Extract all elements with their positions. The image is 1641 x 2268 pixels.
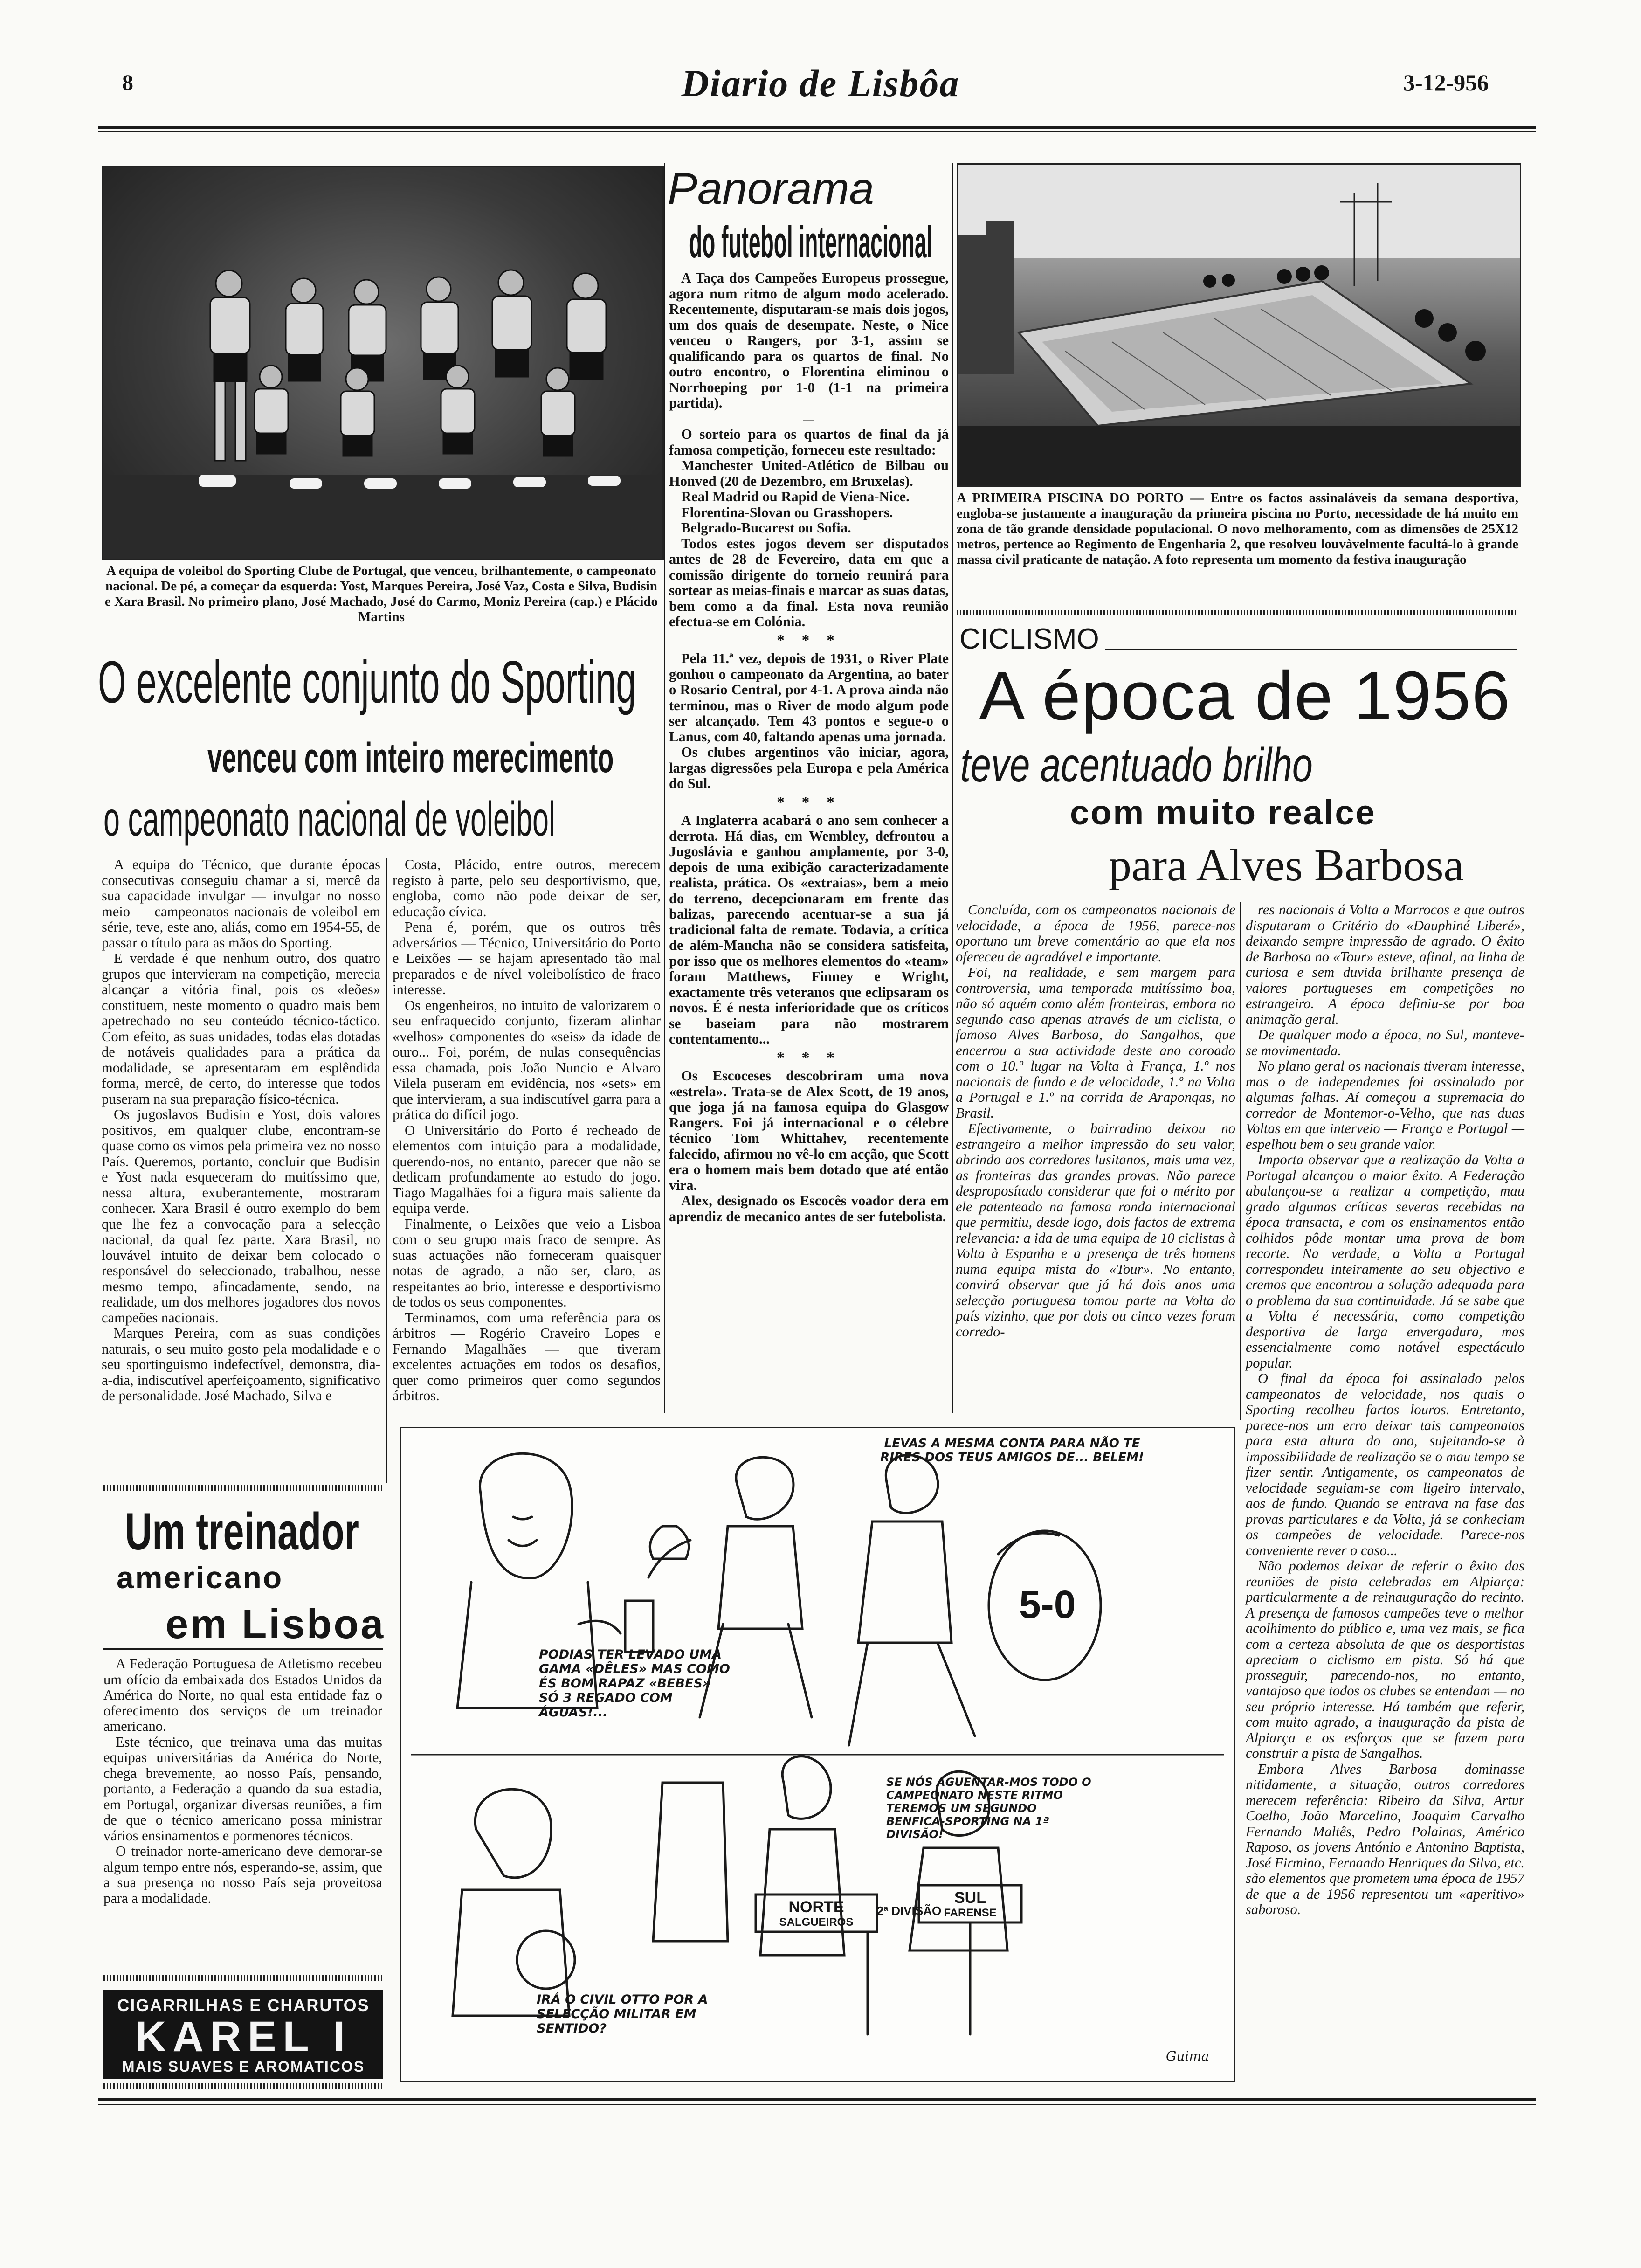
cycling-article-col2 xyxy=(1246,902,1524,1918)
cycling-section-label: CICLISMO xyxy=(959,623,1099,655)
volleyball-paragraph: Os engenheiros, no intuito de valorizarem o seu enfraquecido conjunto, fizeram alinhar «velhos» componentes do «seis» da idade de ouro... Foi, porém, de nulas consequências essa chamada, pois João Nuncio e Alvaro Vilela puseram em evidência, nos «sets» em que intervieram, a sua indiscutível garra para a prática do difícil jogo. xyxy=(393,997,661,1122)
cycling-paragraph: Efectivamente, o bairradino deixou no estrangeiro a melhor impressão do seu valor, abrindo aos corredores lusitanos, mais uma vez, as fronteiras das grandes provas. Não parece desproposítado considerar que foi o mérito por ele patenteado na famosa ronda internacional que permitiu, desde logo, dois factos de extrema relevancia: a ida de uma equipa de 10 ciclistas à Volta à Espanha e a presença de três homens numa equipa mista do «Tour». No entanto, convirá observar que já há dois anos uma selecção portuguesa tomou parte na Volta do país vizinho, que por dois ou cinco vezes foram corredo- xyxy=(956,1120,1235,1340)
cycling-paragraph: Não podemos deixar de referir o êxito das reuniões de pista celebradas em Alpiarça: particularmente a de reinauguração do recinto. A presença de famosos campeões teve o melhor acolhimento do público e, uma vez mais, se fica com a certeza absoluta de que os desportistas apreciam o ciclismo em pista. Só há que prosseguir, parecendo-nos, no entanto, vantajoso que todos os clubes se entendam — no seu próprio interesse. Há também que referir, com muito agrado, a inauguração da pista de Alpiarça e os esforços que se fazem para construir a pista de Sangalhos. xyxy=(1246,1558,1524,1761)
panorama-title: Panorama xyxy=(668,164,874,214)
karel-advert xyxy=(103,1990,383,2079)
masthead-rule xyxy=(98,126,1536,129)
volleyball-team-photo xyxy=(102,166,664,560)
cycling-paragraph: Foi, na realidade, e sem margem para controversia, uma temporada muitíssimo boa, não só aquém como além fronteiras, embora no segundo caso apenas através de um ciclista, o famoso Alves Barbosa, do Sangalhos, que encerrou a sua actividade deste ano coroado com o 10.º lugar na Volta à França, 1.º nos nacionais de fundo e de velocidade, 1.º na Volta a Portugal e 1.º na corrida de Araponqas, no Brasil. xyxy=(956,964,1235,1121)
cycling-article-col1 xyxy=(956,902,1235,1340)
cycling-paragraph: res nacionais á Volta a Marrocos e que outros disputaram o Critério do «Dauphiné Liberé», deixando sempre impressão de agrado. O êxito de Barbosa no «Tour» esteve, afinal, na linha de curiosa e sem duvida brilhante presença de valores portugueses em competições no estrangeiro. A época definiu-se por boa animação geral. xyxy=(1246,902,1524,1027)
volleyball-paragraph: Terminamos, com uma referência para os árbitros — Rogério Craveiro Lopes e Fernando Magalhães — que tiveram excelentes actuações em todos os desafios, quer como primeiros quer como segundos árbitros. xyxy=(393,1309,661,1404)
volleyball-subhead-2: o campeonato nacional de voleibol xyxy=(103,792,555,846)
panorama-paragraph: Os clubes argentinos vão iniciar, agora, largas digressões pela Europa e pela América do Sul. xyxy=(669,744,949,791)
footer-rule xyxy=(98,2098,1536,2101)
pool-photo-caption xyxy=(957,491,1518,567)
volleyball-paragraph: A equipa do Técnico, que durante épocas consecutivas conseguiu chamar a si, mercê da sua capacidade invulgar — invulgar no nosso meio — campeonatos nacionais de voleibol em série, teve, este ano, aliás, como em 1954-55, de passar o título para as mãos do Sporting. xyxy=(102,857,380,951)
newspaper-title: Diario de Lisbôa xyxy=(681,62,960,104)
cycling-paragraph: O final da época foi assinalado pelos campeonatos de velocidade, nos quais o Sporting recolheu fartos louros. Entretanto, parece-nos um erro deixar tais campeonatos para esta altura do ano, sujeitando-se à impossibilidade de realização se o mau tempo se fizer sentir. Antigamente, os campeonatos de velocidade seguiam-se com ligeiro intervalo, aos de fundo. Quando se entrava na fase das provas particulares e da Volta, já se conheciam os campeões de velocidade. Parece-nos conveniente rever o caso... xyxy=(1246,1370,1524,1558)
cycling-headline-2: teve acentuado brilho xyxy=(960,738,1313,792)
sign-farense: FARENSE xyxy=(944,1907,997,1919)
volleyball-team-image xyxy=(103,167,662,559)
cycling-paragraph: De qualquer modo a época, no Sul, manteve-se movimentada. xyxy=(1246,1027,1524,1058)
advert-top-rule xyxy=(103,1975,383,1981)
cycling-headline-3: com muito realce xyxy=(1070,793,1376,832)
sign-norte: NORTE xyxy=(788,1898,844,1916)
stars-separator: * * * xyxy=(777,631,841,649)
sign-salgueiros: SALGUEIROS xyxy=(779,1916,854,1929)
advert-line-1: CIGARRILHAS E CHARUTOS xyxy=(117,1996,370,2015)
volleyball-paragraph: O Universitário do Porto é recheado de elementos com intuição para a modalidade, querendo-nos, no entanto, parecer que não se dedicam profundamente ao estudo do jogo. Tiago Magalhães foi a figura mais saliente da equipa verde. xyxy=(393,1122,661,1216)
pool-caption-lead: A PRIMEIRA PISCINA DO PORTO xyxy=(957,491,1184,505)
column-divider xyxy=(386,858,387,1483)
panorama-paragraph: Os Escoceses descobriram uma nova «estrela». Trata-se de Alex Scott, de 19 anos, que joga já na famosa equipa do Glasgow Rangers. Foi já internacional e o célebre técnico Tom Whittahev, recentemente falecido, afirmou no vê-lo em acção, que Scott era o homem mais bem dotado que até então vira. xyxy=(669,1068,949,1193)
advert-line-2: MAIS SUAVES E AROMATICOS xyxy=(122,2058,365,2075)
volleyball-paragraph: Pena é, porém, que os outros três adversários — Técnico, Universitário do Porto e Leixões — se hajam apresentado tão mal preparados e de nível voleibolístico de fraco interesse. xyxy=(393,919,661,997)
cycling-paragraph: Concluída, com os campeonatos nacionais de velocidade, a época de 1956, parece-nos oportuno um breve comentário ao que ela nos ofereceu de agradável e importante. xyxy=(956,902,1235,965)
panorama-paragraph: A Taça dos Campeões Europeus prossegue, agora num ritmo de algum modo acelerado. Recentemente, disputaram-se mais dois jogos, um dos quais de desempate. Neste, o Nice venceu o Rangers, por 3-1, assim se qualificando para os quartos de final. No outro encontro, o Florentina eliminou o Norrhoeping por 1-0 (1-1 na primeira partida). xyxy=(669,270,949,411)
cycling-paragraph: Importa observar que a realização da Volta a Portugal alcançou o maior êxito. A Federação abalançou-se a realizar a competição, mau grado algumas críticas severas recebidas na época transacta, e com os ensinamentos então colhidos pôde montar uma prova de bom recorte. Na verdade, a Volta a Portugal correspondeu inteiramente ao seu objectivo e cremos que encontrou a solução adequada para o problema da sua continuidade. Já se sabe que a Volta é necessária, como competição desportiva de larga envergadura, mas essencialmente como notável espectáculo popular. xyxy=(1246,1152,1524,1371)
coach-paragraph: O treinador norte-americano deve demorar-se algum tempo entre nós, esperando-se, assim, que a sua presença no nosso País seja proveitosa para a modalidade. xyxy=(103,1843,382,1906)
cartoon-speech-bubble-1: LEVAS A MESMA CONTA PARA NÃO TE RIRES DOS TEUS AMIGOS DE... BELEM! xyxy=(880,1437,1144,1465)
coach-headline-3: em Lisboa xyxy=(165,1601,386,1647)
volleyball-paragraph: Finalmente, o Leixões que veio a Lisboa com o seu grupo mais fraco de sempre. As suas actuações não forneceram quaisquer notas de agrado, a não ser, claro, as respeitantes ao brio, interesse e desportivismo de todos os seus componentes. xyxy=(393,1216,661,1310)
advert-brand: KAREL I xyxy=(135,2013,352,2061)
volleyball-headline: O excelente conjunto do Sporting xyxy=(98,649,636,716)
panorama-right-rule xyxy=(952,163,953,1413)
section-label-rule xyxy=(1105,649,1517,650)
volleyball-article-col1 xyxy=(102,857,380,1404)
pool-photo xyxy=(957,163,1521,487)
panorama-paragraph: O sorteio para os quartos de final da já famosa competição, forneceu este resultado: xyxy=(669,426,949,458)
cycling-paragraph: No plano geral os nacionais tiveram interesse, mas o de independentes foi assinalado por algumas falhas. Aí começou a supremacia do corredor de Montemor-o-Velho, que nas duas Voltas em que interveio — França e Portugal — espelhou bem o seu grande valor. xyxy=(1246,1058,1524,1152)
column-divider xyxy=(1240,902,1241,1420)
panorama-paragraph: Florentina-Slovan ou Grasshopers. xyxy=(681,504,893,520)
footer-rule-thin xyxy=(98,2104,1536,2105)
coach-top-rule xyxy=(103,1485,383,1491)
cartoon-speech-bubble-3: SE NÓS AGUENTAR-MOS TODO O CAMPEONATO NESTE RITMO TEREMOS UM SEGUNDO BENFICA-SPORTING NA 1ª DIVISÃO! xyxy=(886,1776,1091,1841)
advert-bottom-rule xyxy=(103,2083,383,2089)
coach-paragraph: A Federação Portuguesa de Atletismo recebeu um ofício da embaixada dos Estados Unidos da América do Norte, no qual esta entidade faz o oferecimento dos serviços de um treinador americano. xyxy=(103,1656,382,1734)
masthead-rule-thin xyxy=(98,131,1536,132)
separator: — xyxy=(803,413,814,425)
panorama-paragraph: A Inglaterra acabará o ano sem conhecer a derrota. Há dias, em Wembley, defrontou a Jugoslávia e ganhou amplamente, por 3-0, depois de uma exibição caracterizadamente realista, prática. Os «extraias», bem a meio do terreno, decepcionaram em frente das balizas, parecendo acentuar-se a sua já tradicional falta de remate. Todavia, a crítica de além-Mancha não se considera satisfeita, por isso que os melhores elementos do «team» foram Matthews, Finney e Wright, exactamente três veteranos que eclipsaram os novos. É é nesta inferioridade que os críticos se baseiam para não mostrarem contentamento... xyxy=(669,812,949,1047)
volleyball-paragraph: Marques Pereira, com as suas condições naturais, o seu muito gosto pela modalidade e o seu sportinguismo indefectível, demonstra, dia-a-dia, indiscutível aperfeiçoamento, significativo de personalidade. José Machado, Silva e xyxy=(102,1325,380,1404)
volleyball-photo-caption: A equipa de voleibol do Sporting Clube de Portugal, que venceu, brilhantemente, o campeonato nacional. De pé, a começar da esquerda: Yost, Marques Pereira, José Vaz, Costa e Silva, Budisin e Xara Brasil. No primeiro plano, José Machado, José do Carmo, Moniz Pereira (cap.) e Plácido Martins xyxy=(104,563,658,624)
volleyball-subhead-1: venceu com inteiro merecimento xyxy=(207,735,614,781)
sign-sul: SUL xyxy=(954,1889,986,1907)
pool-image xyxy=(958,165,1520,485)
coach-headline-rule xyxy=(103,1648,383,1650)
panorama-paragraph: Manchester United-Atlético de Bilbau ou Honved (20 de Dezembro, em Bruxelas). xyxy=(669,457,949,489)
panorama-paragraph: Real Madrid ou Rapid de Viena-Nice. xyxy=(681,489,910,505)
stars-separator: * * * xyxy=(777,793,841,811)
page-number: 8 xyxy=(122,70,133,95)
cycling-headline-1: A época de 1956 xyxy=(979,657,1511,734)
panorama-paragraph: Todos estes jogos devem ser disputados antes de 28 de Fevereiro, data em que a comissão dirigente do torneio reunirá para sortear as meias-finais e marcar as suas datas, bem como a da final. Esta nova reunião efectua-se em Colónia. xyxy=(669,535,949,629)
coach-headline-2: americano xyxy=(117,1560,283,1595)
pool-caption-text: — Entre os factos assinaláveis da semana desportiva, engloba-se justamente a inauguração da primeira piscina no Porto, necessidade de há muito em zona de tão grande densidade populacional. O novo melhoramento, com as dimensões de 25X12 metros, pertence ao Regimento de Engenharia 2, que resolveu louvàvelmente facultá-lo à grande massa civil praticante de natação. A foto representa um momento da festiva inauguração xyxy=(957,491,1518,567)
issue-date: 3-12-956 xyxy=(1403,69,1489,96)
panorama-paragraph: Alex, designado os Escocês voador dera em aprendiz de mecanico antes de ser futebolista. xyxy=(669,1193,949,1224)
panorama-paragraph: Pela 11.ª vez, depois de 1931, o River Plate gonhou o campeonato da Argentina, ao bater o Rosario Central, por 4-1. A prova ainda não terminou, mas o River de modo algum pode ser alcançado. Tem 43 pontos e segue-o o Lanus, com 40, faltando apenas uma jornada. xyxy=(669,650,949,745)
football-cartoon xyxy=(400,1427,1235,2082)
panorama-paragraph: Belgrado-Bucarest ou Sofia. xyxy=(681,520,851,536)
cycling-paragraph: Embora Alves Barbosa dominasse nitidamente, a situação, outros corredores merecem referência: Ribeiro da Silva, Artur Coelho, João Marcelino, Joaquim Carvalho Fernando Maltês, Pedro Polainas, Américo Raposo, os jovens António e Antonino Baptista, José Firmino, Fernando Henriques da Silva, etc. são elementos que prometem uma época de 1957 de que a de 1956 representou um «aperitivo» saboroso. xyxy=(1246,1761,1524,1917)
cartoon-speech-bubble-2: PODIAS TER LEVADO UMA GAMA «DÊLES» MAS COMO ÉS BOM RAPAZ «BEBES» SÓ 3 REGADO COM ÁGUAS!... xyxy=(539,1647,730,1720)
volleyball-article-col2 xyxy=(393,857,661,1404)
cartoon-signature: Guima xyxy=(1166,2048,1209,2064)
cartoon-speech-bubble-4: IRÁ O CIVIL OTTO POR A SELECÇÃO MILITAR EM SENTIDO? xyxy=(537,1992,708,2036)
cartoon-drawing xyxy=(401,1428,1234,2081)
coach-paragraph: Este técnico, que treinava uma das muitas equipas universitárias da América do Norte, chega brevemente, ao nosso País, pensando, portanto, a Federação a quando da sua estadia, em Portugal, organizar diversas reuniões, a fim de que o técnico americano possa ministrar vários ensinamentos e pormenores técnicos. xyxy=(103,1734,382,1844)
panorama-left-rule xyxy=(664,163,665,1413)
panorama-subtitle: do futebol internacional xyxy=(689,217,933,267)
stars-separator: * * * xyxy=(777,1049,841,1066)
cycling-headline-4: para Alves Barbosa xyxy=(1109,840,1464,891)
panorama-article xyxy=(669,270,949,1224)
cartoon-ball-score: 5-0 xyxy=(1019,1583,1076,1626)
volleyball-paragraph: E verdade é que nenhum outro, dos quatro grupos que intervieram na competição, merecia alcançar a vitória final, pois os «leões» constituem, neste momento o quadro mais bem apetrechado no seu conteúdo técnico-táctico. Com efeito, as suas unidades, todas elas dotadas de notáveis qualidades para a prática da modalidade, se apresentaram em esplêndida forma, mercê, de certo, do interesse que todos puseram na sua preparação físico-técnica. xyxy=(102,950,380,1107)
coach-article xyxy=(103,1656,382,1906)
cycling-top-rule xyxy=(957,610,1518,615)
coach-headline-1: Um treinador xyxy=(125,1502,359,1561)
sign-division: 2ª DIVISÃO xyxy=(877,1904,942,1918)
volleyball-paragraph: Costa, Plácido, entre outros, merecem registo à parte, pelo seu desportivismo, que, engloba, como não pode deixar de ser, educação cívica. xyxy=(393,857,661,920)
volleyball-paragraph: Os jugoslavos Budisin e Yost, dois valores positivos, em qualquer clube, encontram-se quase como os vimos pela primeira vez no nosso País. Queremos, portanto, concluir que Budisin e Yost nada esqueceram do muitíssimo que, nessa altura, exuberantemente, mostraram conhecer. Xara Brasil é outro exemplo do bem que lhe fez a convocação para a selecção nacional, da qual fez parte. Xara Brasil, no louvável intuito de deixar bem colocado o responsável do seleccionado, trabalhou, nesse mesmo tempo, afincadamente, sendo, na realidade, um dos melhores jogadores dos novos campeões nacionais. xyxy=(102,1106,380,1326)
